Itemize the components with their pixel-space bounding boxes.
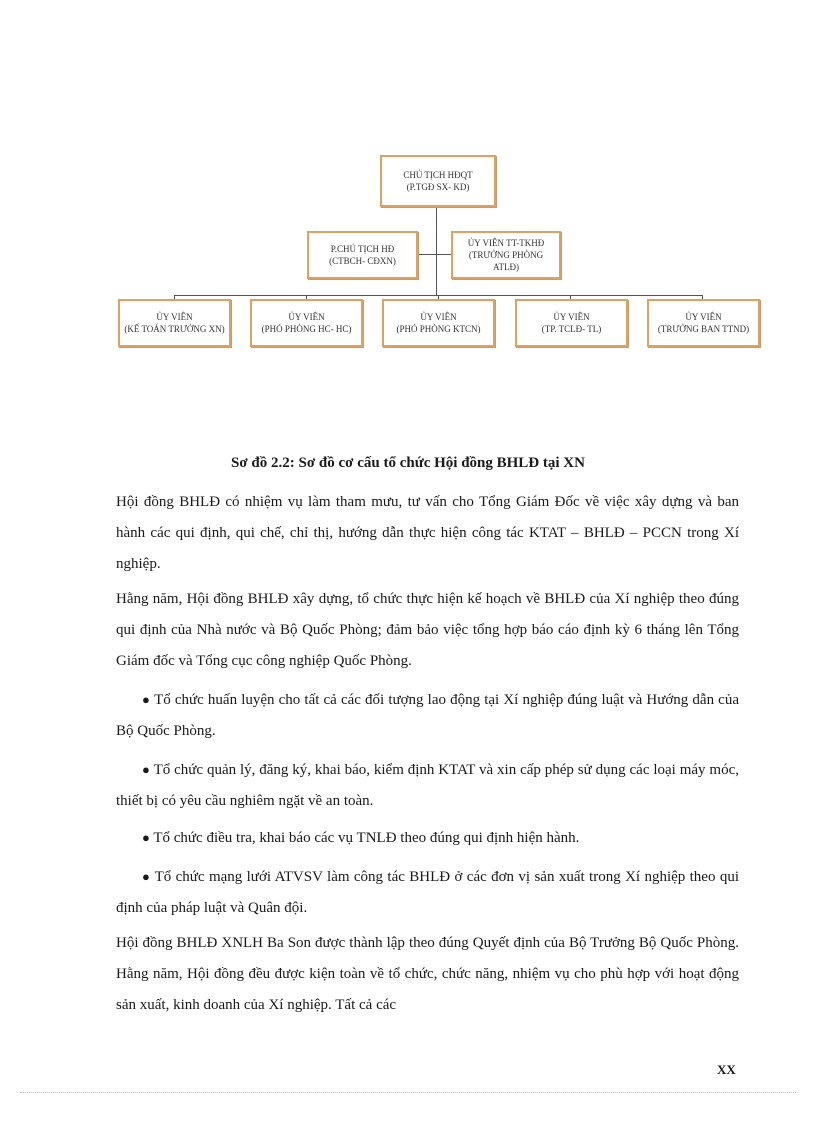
- org-box-member-accountant: [118, 299, 231, 347]
- paragraph-duties: Hội đồng BHLĐ có nhiệm vụ làm tham mưu, tư vấn cho Tổng Giám Đốc về việc xây dựng và ban hành các qui định, qui chế, chỉ thị, hướng dẫn thực hiện công tác KTAT – BHLĐ – PCCN trong Xí nghiệp.: [116, 494, 739, 572]
- bullet-icon: ●: [142, 692, 151, 707]
- bullet-text: Tổ chức quản lý, đăng ký, khai báo, kiểm định KTAT và xin cấp phép sử dụng các loại máy móc, thiết bị có yêu cầu nghiêm ngặt về an toàn.: [116, 762, 739, 809]
- org-box-member-hc: [250, 299, 363, 347]
- footer-divider: [20, 1092, 796, 1093]
- org-box-subtitle: (P.TGĐ SX- KD): [406, 182, 470, 192]
- bullet-icon: ●: [142, 830, 150, 845]
- bullet-item-network: [116, 861, 739, 924]
- org-box-subtitle: (KẾ TOÁN TRƯỞNG XN): [124, 324, 225, 334]
- org-box-title: ỦY VIÊN: [420, 312, 457, 322]
- bullet-icon: ●: [142, 762, 150, 777]
- org-box-subtitle: (CTBCH- CĐXN): [329, 256, 396, 266]
- org-box-standing-member: [451, 231, 561, 279]
- org-box-subtitle: (TRƯỞNG PHÒNG ATLĐ): [468, 250, 544, 272]
- org-box-subtitle: (TP. TCLĐ- TL): [541, 324, 602, 334]
- org-box-subtitle: (PHÓ PHÒNG KTCN): [396, 324, 481, 334]
- figure-caption: Sơ đồ 2.2: Sơ đồ cơ cấu tổ chức Hội đồng BHLĐ tại XN: [231, 455, 585, 471]
- org-box-title: ỦY VIÊN TT-TKHĐ: [467, 238, 545, 248]
- org-box-member-tcld: [515, 299, 628, 347]
- bullet-item-equipment: [116, 754, 739, 817]
- org-box-title: P.CHỦ TỊCH HĐ: [330, 244, 395, 254]
- paragraph-council-founding: Hội đồng BHLĐ XNLH Ba Son được thành lập theo đúng Quyết định của Bộ Trưởng Bộ Quốc Phòng. Hằng năm, Hội đồng đều được kiện toàn về tổ chức, chức năng, nhiệm vụ cho phù hợp với hoạt động sản xuất, kinh doanh của Xí nghiệp. Tất cả các: [116, 935, 739, 1013]
- bullet-item-training: [116, 684, 739, 747]
- org-box-title: ỦY VIÊN: [288, 312, 325, 322]
- bullet-text: Tổ chức huấn luyện cho tất cả các đối tượng lao động tại Xí nghiệp đúng luật và Hướng dẫn của Bộ Quốc Phòng.: [116, 692, 739, 739]
- bullet-item-investigation: [116, 822, 739, 854]
- bullet-text: Tổ chức mạng lưới ATVSV làm công tác BHLĐ ở các đơn vị sản xuất trong Xí nghiệp theo qui định của pháp luật và Quân đội.: [116, 869, 740, 916]
- org-box-member-ttnd: [647, 299, 760, 347]
- org-box-chairman: [380, 155, 496, 207]
- org-box-title: ỦY VIÊN: [685, 312, 722, 322]
- bullet-text: Tổ chức điều tra, khai báo các vụ TNLĐ theo đúng qui định hiện hành.: [153, 830, 580, 846]
- chart-connector: [436, 207, 437, 295]
- bullet-icon: ●: [142, 869, 151, 884]
- paragraph-annual-plan: Hằng năm, Hội đồng BHLĐ xây dựng, tổ chức thực hiện kế hoạch về BHLĐ của Xí nghiệp theo đúng qui định của Nhà nước và Bộ Quốc Phòng; đảm bảo việc tổng hợp báo cáo định kỳ 6 tháng lên Tổng Giám đốc và Tổng cục công nghiệp Quốc Phòng.: [116, 591, 739, 669]
- org-box-vice-chairman: [307, 231, 418, 279]
- chart-connector: [418, 254, 451, 255]
- org-box-title: ỦY VIÊN: [156, 312, 193, 322]
- org-box-title: ỦY VIÊN: [553, 312, 590, 322]
- org-box-member-ktcn: [382, 299, 495, 347]
- org-box-subtitle: (TRƯỞNG BAN TTND): [657, 324, 750, 334]
- org-box-subtitle: (PHÓ PHÒNG HC- HC): [261, 324, 352, 334]
- page-number: XX: [717, 1062, 736, 1077]
- org-box-title: CHỦ TỊCH HĐQT: [403, 170, 473, 180]
